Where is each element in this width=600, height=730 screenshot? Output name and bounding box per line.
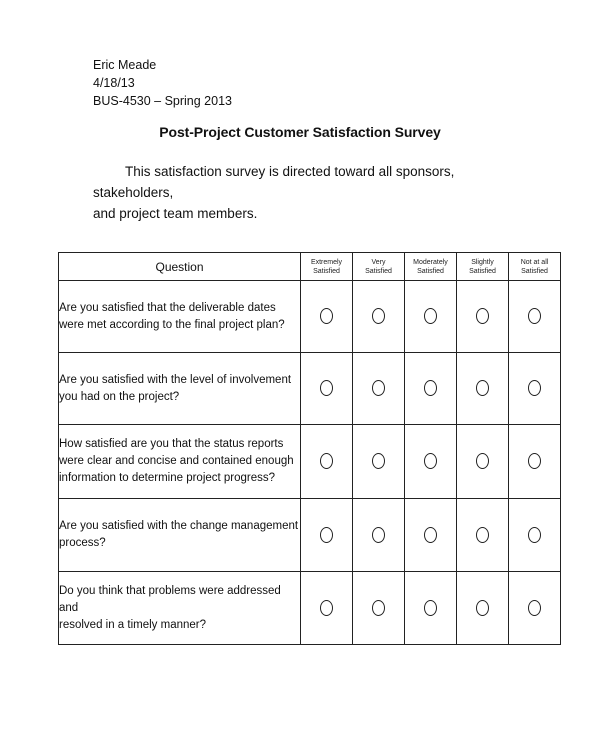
radio-slightly-satisfied[interactable] [476,380,489,396]
question-line: you had on the project? [59,390,180,403]
option-header-line: Slightly [471,258,494,266]
author-name: Eric Meade [93,58,157,72]
table-row [59,425,561,499]
table-header-row [59,253,561,281]
radio-very-satisfied[interactable] [372,308,385,324]
question-line: Do you think that problems were addressed and [59,584,281,614]
option-header-very-satisfied [353,253,405,281]
question-line: were clear and concise and contained enough [59,455,294,467]
radio-extremely-satisfied[interactable] [320,380,333,396]
question-text [59,281,301,353]
radio-moderately-satisfied[interactable] [424,308,437,324]
question-line: Are you satisfied with the change management [59,520,299,532]
radio-moderately-satisfied[interactable] [424,453,437,469]
option-header-line: Very [371,258,386,266]
radio-not-at-all-satisfied[interactable] [528,380,541,396]
radio-very-satisfied[interactable] [372,453,385,469]
option-header-not-at-all-satisfied [509,253,561,281]
option-header-line: Not at all [520,258,549,266]
radio-moderately-satisfied[interactable] [424,527,437,543]
radio-slightly-satisfied[interactable] [476,600,489,616]
radio-slightly-satisfied[interactable] [476,527,489,543]
table-row [59,499,561,572]
question-line: were met according to the final project plan? [59,318,285,331]
radio-moderately-satisfied[interactable] [424,380,437,396]
radio-extremely-satisfied[interactable] [320,308,333,324]
option-header-line: Extremely [310,258,343,266]
radio-not-at-all-satisfied[interactable] [528,527,541,543]
radio-not-at-all-satisfied[interactable] [528,600,541,616]
radio-slightly-satisfied[interactable] [476,453,489,469]
survey-title: Post-Project Customer Satisfaction Survey [159,124,441,140]
question-line: process? [59,537,106,549]
radio-very-satisfied[interactable] [372,527,385,543]
option-header-extremely-satisfied [301,253,353,281]
radio-extremely-satisfied[interactable] [320,600,333,616]
intro-line-2: and project team members. [93,206,258,221]
question-text [59,499,301,572]
option-header-line: Satisfied [469,267,496,275]
option-header-slightly-satisfied [457,253,509,281]
question-text [59,572,301,645]
question-line: Are you satisfied with the level of involvement [59,373,292,386]
radio-not-at-all-satisfied[interactable] [528,308,541,324]
option-header-line: Satisfied [365,267,392,275]
question-line: information to determine project progress? [59,472,276,484]
question-line: How satisfied are you that the status reports [59,438,284,450]
radio-slightly-satisfied[interactable] [476,308,489,324]
radio-extremely-satisfied[interactable] [320,527,333,543]
survey-table [58,252,561,645]
question-text [59,353,301,425]
intro-paragraph [93,161,533,224]
table-row [59,353,561,425]
radio-very-satisfied[interactable] [372,380,385,396]
intro-line-1: This satisfaction survey is directed toward all sponsors, stakeholders, [93,164,455,200]
course-info: BUS-4530 – Spring 2013 [93,94,232,108]
table-row [59,572,561,645]
radio-extremely-satisfied[interactable] [320,453,333,469]
radio-moderately-satisfied[interactable] [424,600,437,616]
document-date: 4/18/13 [93,76,135,90]
question-text [59,425,301,499]
option-header-line: Satisfied [417,267,444,275]
author-block [93,56,232,110]
radio-very-satisfied[interactable] [372,600,385,616]
option-header-line: Moderately [413,258,448,266]
radio-not-at-all-satisfied[interactable] [528,453,541,469]
option-header-line: Satisfied [313,267,340,275]
question-column-header: Question [59,253,301,281]
question-line: Are you satisfied that the deliverable dates [59,301,276,314]
option-header-moderately-satisfied [405,253,457,281]
option-header-line: Satisfied [521,267,548,275]
question-line: resolved in a timely manner? [59,618,207,631]
table-row [59,281,561,353]
